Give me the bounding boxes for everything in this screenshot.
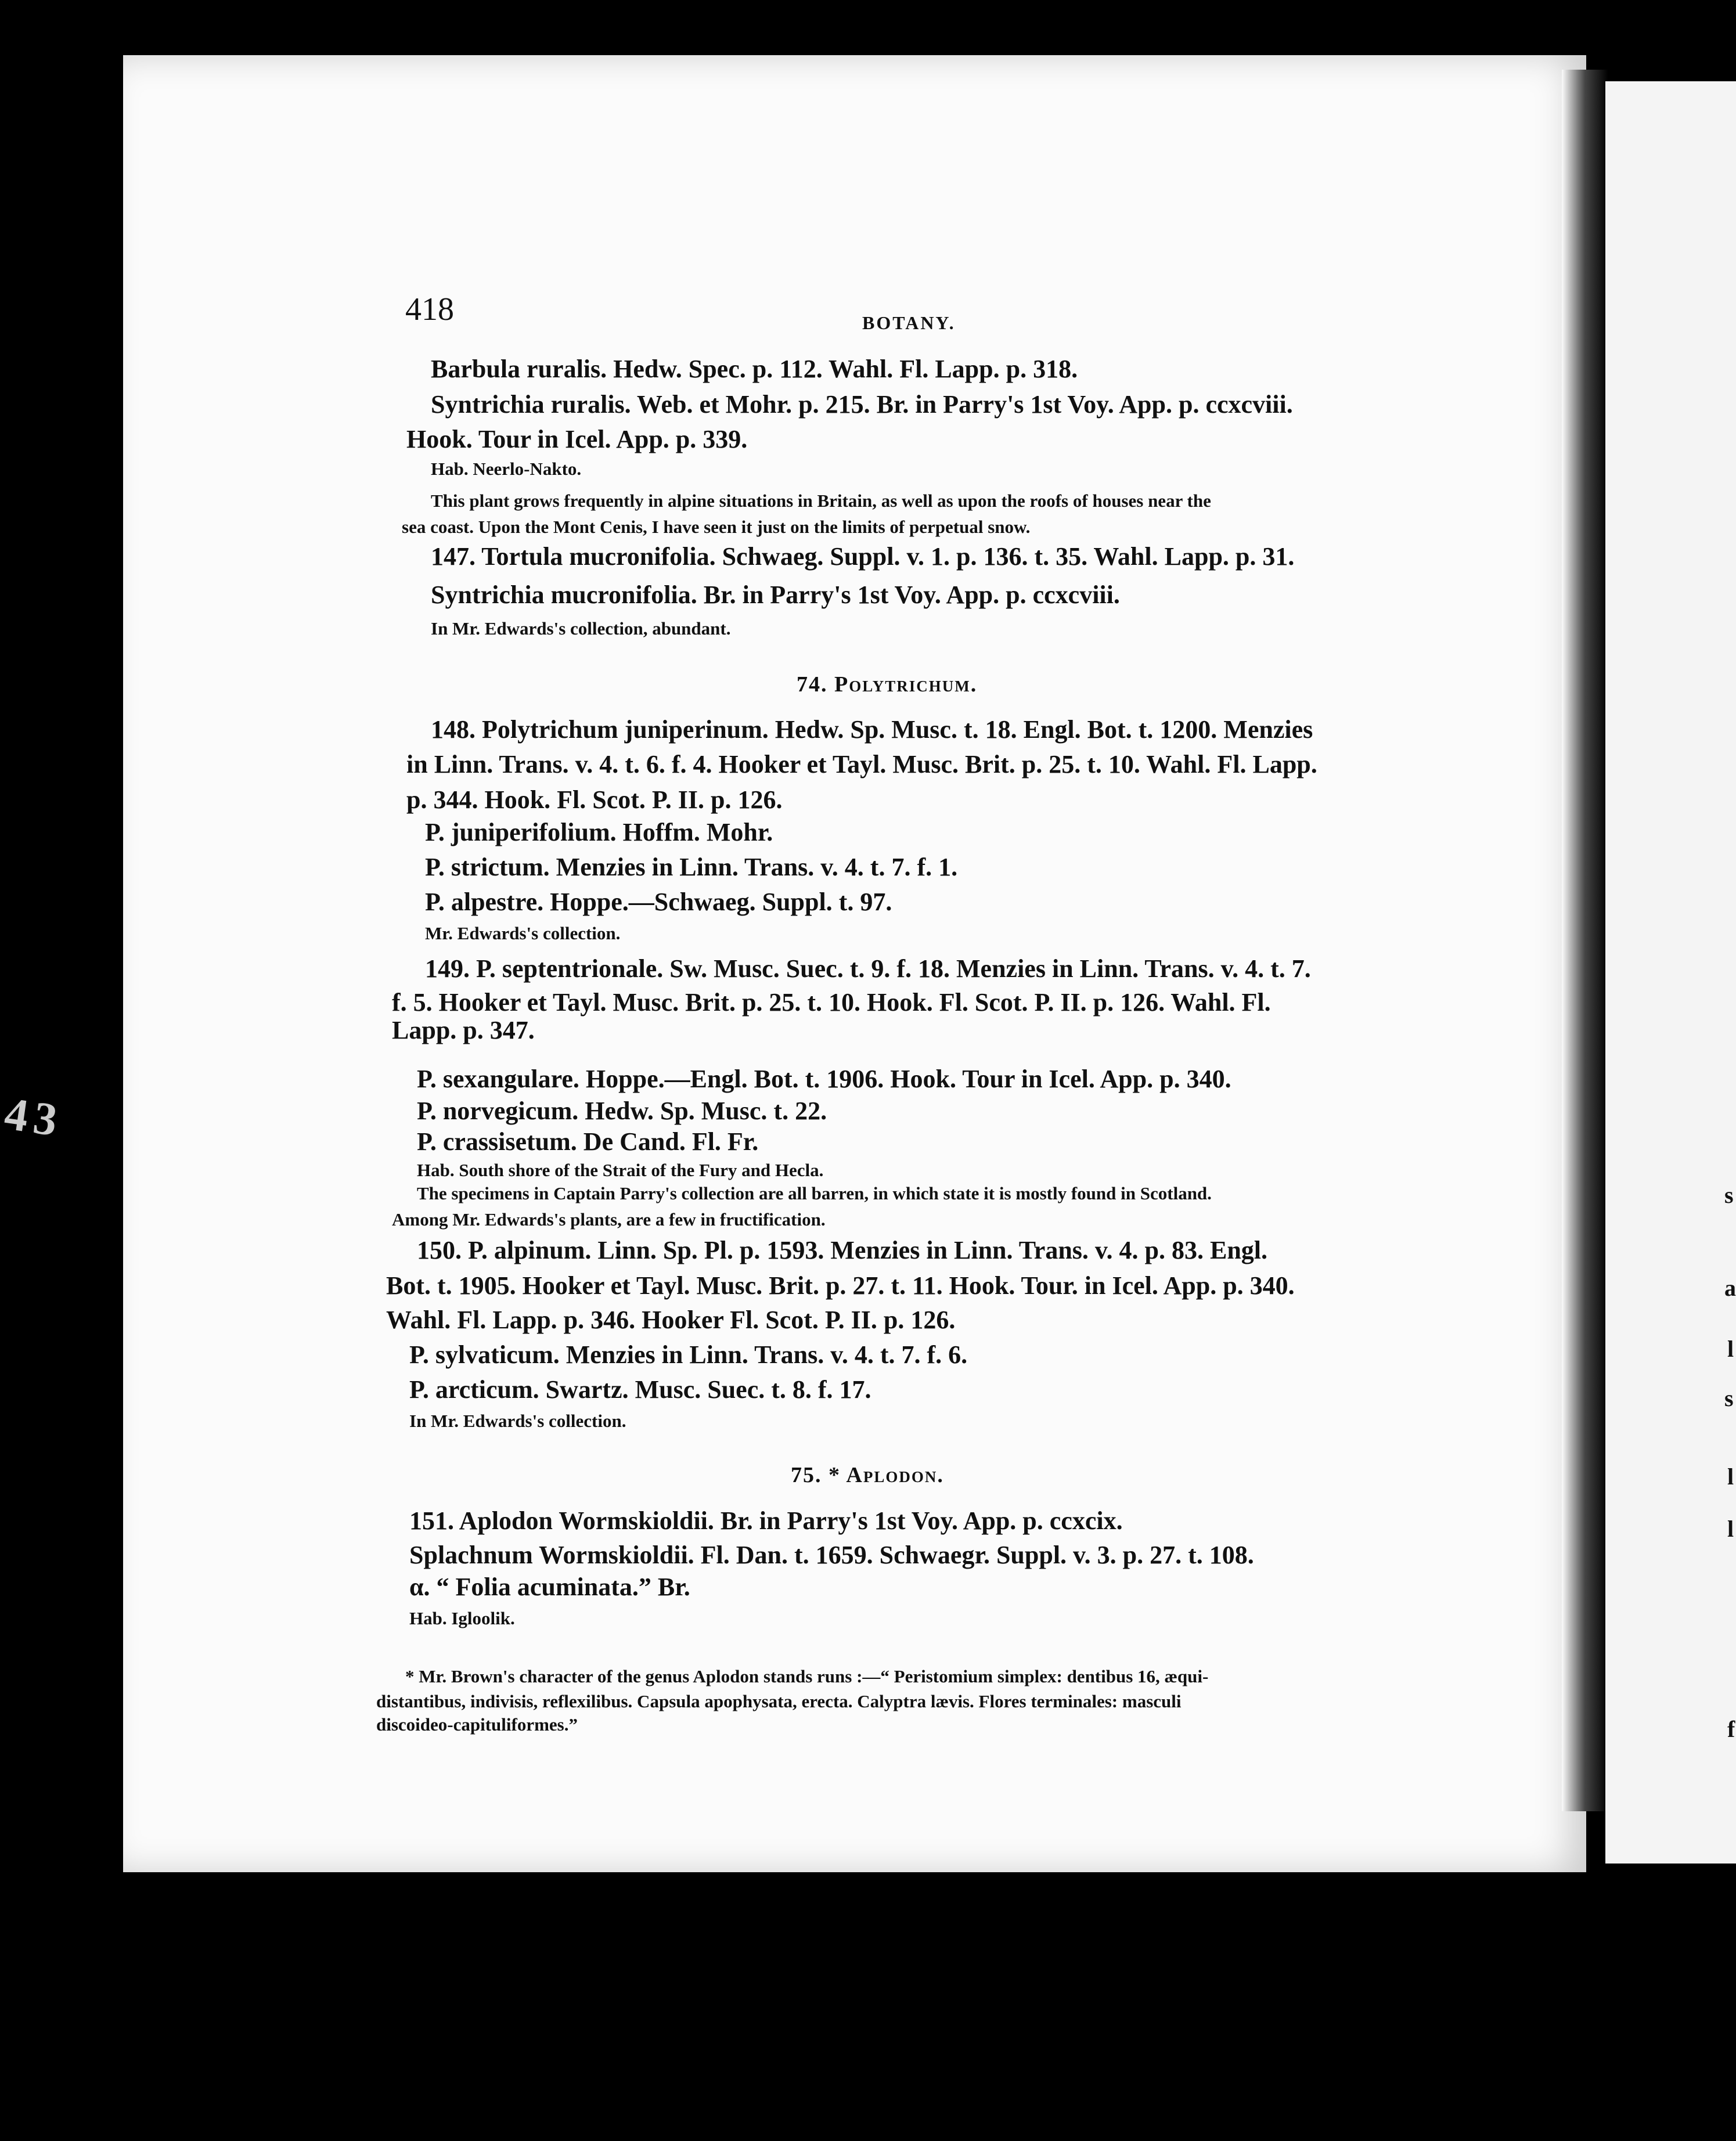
genus-heading: 74. Polytrichum. [797,672,978,697]
footnote-line: distantibus, indivisis, reflexilibus. Capsula apophysata, erecta. Calyptra lævis. Flores terminales: masculi [376,1691,1182,1711]
synonym-line: Splachnum Wormskioldii. Fl. Dan. t. 1659. Schwaegr. Suppl. v. 3. p. 27. t. 108. [409,1541,1254,1569]
note-line: The specimens in Captain Parry's collection are all barren, in which state it is mostly found in Scotland. [417,1183,1212,1203]
scan-margin-marks [1,1088,69,1149]
text-line: Barbula ruralis. Hedw. Spec. p. 112. Wahl. Fl. Lapp. p. 318. [431,355,1078,383]
habitat-line: Hab. Neerlo-Nakto. [431,459,582,479]
species-entry: 149. P. septentrionale. Sw. Musc. Suec. t. 9. f. 18. Menzies in Linn. Trans. v. 4. t. 7. [425,954,1311,983]
text-line: in Linn. Trans. v. 4. t. 6. f. 4. Hooker et Tayl. Musc. Brit. p. 25. t. 10. Wahl. Fl. Lapp. [406,750,1317,778]
text-line: Wahl. Fl. Lapp. p. 346. Hooker Fl. Scot. P. II. p. 126. [386,1306,956,1334]
note-line: In Mr. Edwards's collection. [409,1411,626,1431]
footnote-line: discoideo-capituliformes.” [376,1714,578,1735]
text-line: Bot. t. 1905. Hooker et Tayl. Musc. Brit. p. 27. t. 11. Hook. Tour. in Icel. App. p. 340. [386,1271,1295,1300]
running-title: BOTANY. [862,312,956,333]
text-line: Syntrichia ruralis. Web. et Mohr. p. 215. Br. in Parry's 1st Voy. App. p. ccxcviii. [431,390,1293,419]
text-line: Hook. Tour in Icel. App. p. 339. [406,425,748,453]
adjacent-page-letter: l [1727,1336,1734,1362]
text-line: Lapp. p. 347. [392,1016,535,1044]
synonym-line: P. crassisetum. De Cand. Fl. Fr. [417,1127,759,1156]
adjacent-page-letter: a [1724,1275,1736,1301]
adjacent-page-edge [1605,81,1736,1864]
note-line: This plant grows frequently in alpine situations in Britain, as well as upon the roofs of houses near the [431,491,1211,511]
adjacent-page-letter: l [1727,1516,1734,1542]
species-entry: 147. Tortula mucronifolia. Schwaeg. Suppl. v. 1. p. 136. t. 35. Wahl. Lapp. p. 31. [431,542,1295,571]
synonym-line: P. sylvaticum. Menzies in Linn. Trans. v. 4. t. 7. f. 6. [409,1340,968,1369]
page-number: 418 [405,291,454,327]
synonym-line: P. alpestre. Hoppe.—Schwaeg. Suppl. t. 97. [425,888,892,916]
species-entry: 148. Polytrichum juniperinum. Hedw. Sp. Musc. t. 18. Engl. Bot. t. 1200. Menzies [431,715,1313,744]
text-line: p. 344. Hook. Fl. Scot. P. II. p. 126. [406,785,783,814]
adjacent-page-letter: s [1724,1385,1734,1411]
adjacent-page-letter: l [1727,1464,1734,1490]
habitat-line: Hab. Igloolik. [409,1608,515,1628]
genus-heading: 75. * Aplodon. [791,1463,944,1487]
synonym-line: P. strictum. Menzies in Linn. Trans. v. 4. t. 7. f. 1. [425,853,958,881]
species-entry: 151. Aplodon Wormskioldii. Br. in Parry's 1st Voy. App. p. ccxcix. [409,1506,1123,1535]
synonym-line: P. juniperifolium. Hoffm. Mohr. [425,818,773,846]
text-line: Syntrichia mucronifolia. Br. in Parry's 1st Voy. App. p. ccxcviii. [431,581,1120,609]
adjacent-page-letter: s [1724,1182,1734,1208]
text-line: f. 5. Hooker et Tayl. Musc. Brit. p. 25. t. 10. Hook. Fl. Scot. P. II. p. 126. Wahl. Fl. [392,988,1271,1017]
note-line: Among Mr. Edwards's plants, are a few in fructification. [392,1209,826,1230]
habitat-line: Hab. South shore of the Strait of the Fury and Hecla. [417,1160,824,1180]
note-line: Mr. Edwards's collection. [425,923,621,943]
synonym-line: P. norvegicum. Hedw. Sp. Musc. t. 22. [417,1097,827,1125]
species-entry: 150. P. alpinum. Linn. Sp. Pl. p. 1593. Menzies in Linn. Trans. v. 4. p. 83. Engl. [417,1236,1268,1264]
note-line: sea coast. Upon the Mont Cenis, I have seen it just on the limits of perpetual snow. [402,517,1031,537]
synonym-line: P. arcticum. Swartz. Musc. Suec. t. 8. f. 17. [409,1375,871,1404]
note-line: In Mr. Edwards's collection, abundant. [431,618,731,639]
variety-line: α. “ Folia acuminata.” Br. [409,1573,690,1601]
scan-margin-glyphs: 43 [1,1088,66,1147]
adjacent-page-letter: f [1727,1716,1735,1742]
synonym-line: P. sexangulare. Hoppe.—Engl. Bot. t. 1906. Hook. Tour in Icel. App. p. 340. [417,1065,1231,1093]
page-gutter-shadow [1562,70,1608,1811]
footnote-line: * Mr. Brown's character of the genus Aplodon stands runs :—“ Peristomium simplex: dentibus 16, æqui- [405,1666,1209,1686]
